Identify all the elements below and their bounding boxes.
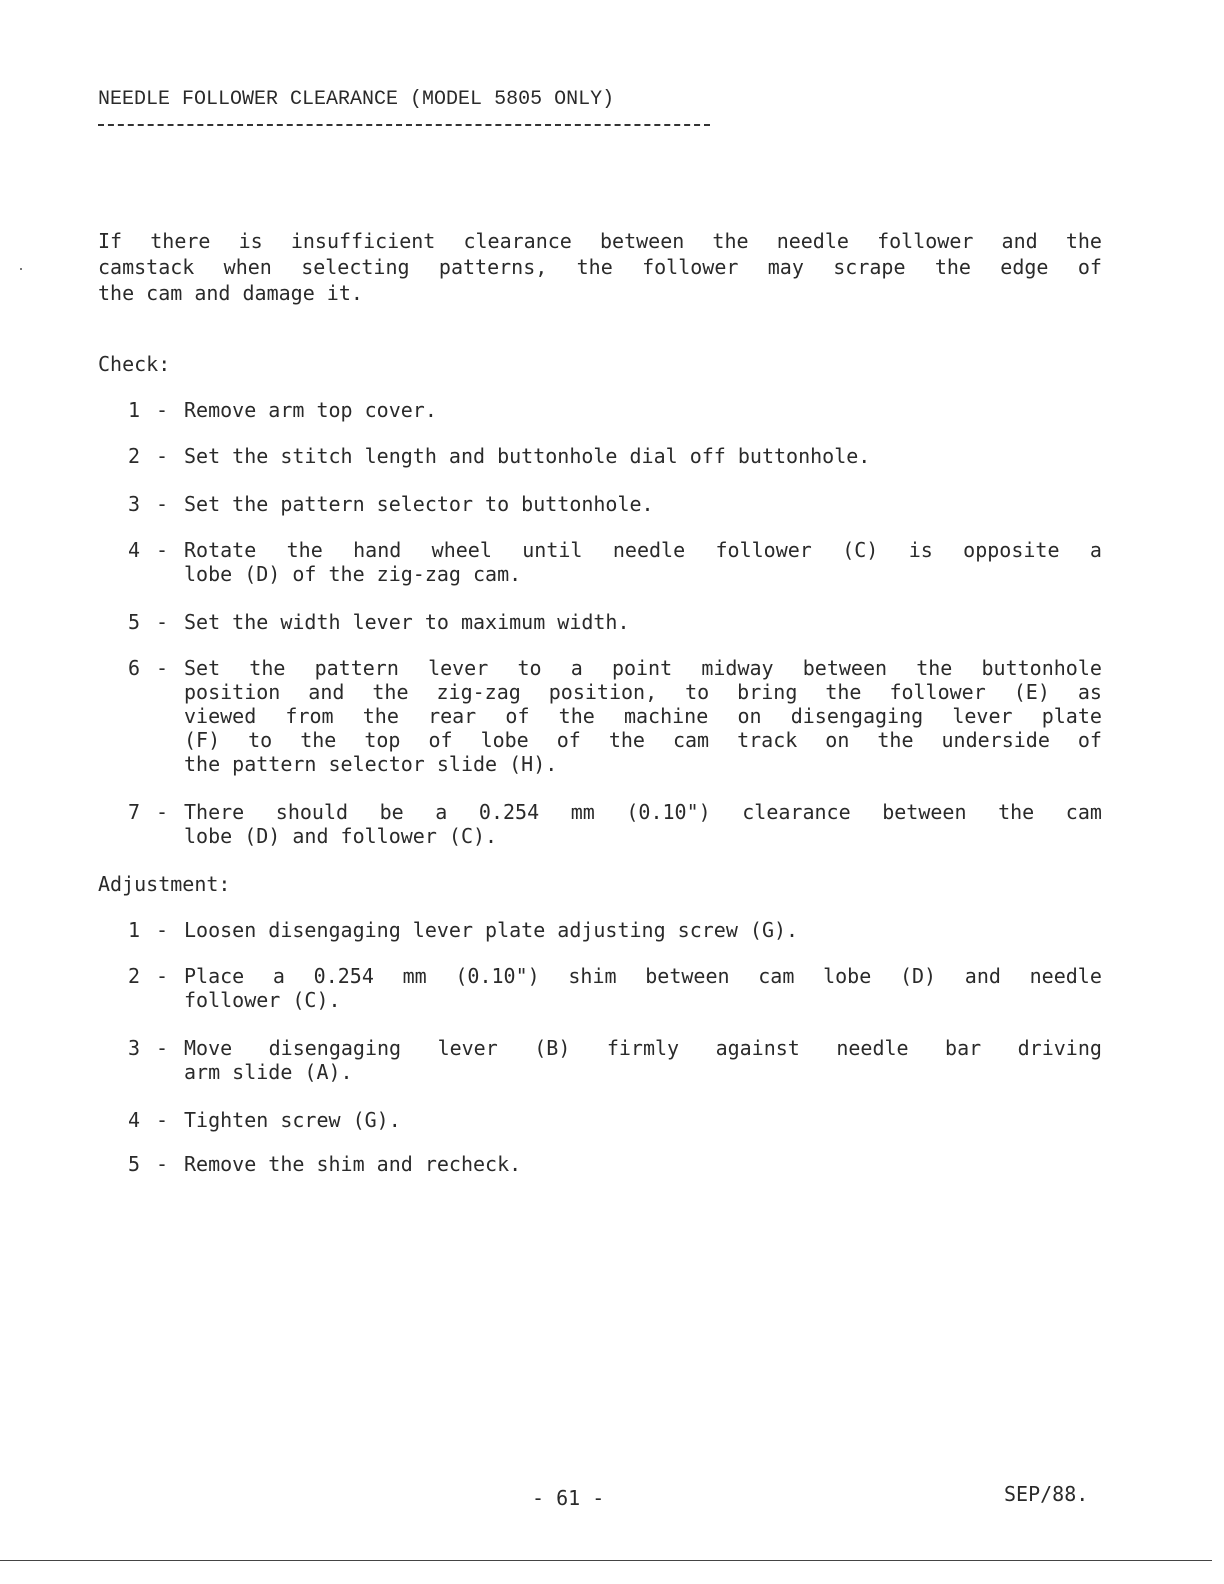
word: needle — [612, 538, 686, 562]
word: mm — [402, 964, 427, 988]
step-dash: - — [156, 964, 169, 988]
word: there — [150, 229, 211, 253]
word: the — [249, 656, 286, 680]
step-text — [184, 398, 1102, 422]
word: a — [435, 800, 448, 824]
word: is — [908, 538, 933, 562]
revision-date: SEP/88. — [1004, 1482, 1089, 1506]
word: bar — [945, 1036, 982, 1060]
word: the — [300, 728, 337, 752]
word: edge — [1000, 255, 1049, 279]
step-line: Set the stitch length and buttonhole dial off buttonhole. — [184, 444, 871, 468]
step-line — [184, 704, 1102, 728]
check-step — [128, 398, 1102, 422]
step-line: Remove the shim and recheck. — [184, 1152, 522, 1176]
word: between — [882, 800, 967, 824]
word: point — [611, 656, 673, 680]
step-dash: - — [156, 398, 169, 422]
word: a — [1089, 538, 1102, 562]
step-line: lobe (D) and follower (C). — [184, 824, 498, 848]
word: the — [825, 680, 862, 704]
step-text — [184, 610, 1102, 634]
word: Rotate — [184, 538, 257, 562]
word: follower — [642, 255, 739, 279]
step-number: 1 — [128, 398, 141, 422]
word: underside — [941, 728, 1050, 752]
word: follower — [877, 229, 974, 253]
word: on — [737, 704, 762, 728]
step-dash: - — [156, 492, 169, 516]
title-underline — [98, 124, 710, 126]
word: patterns, — [438, 255, 548, 279]
step-dash: - — [156, 610, 169, 634]
word: cam — [758, 964, 795, 988]
word: disengaging — [268, 1036, 402, 1060]
word: plate — [1041, 704, 1102, 728]
step-line — [184, 680, 1102, 704]
step-dash: - — [156, 656, 169, 680]
word: and — [964, 964, 1001, 988]
check-step — [128, 444, 1102, 468]
word: the — [998, 800, 1035, 824]
word: position, — [548, 680, 658, 704]
step-text — [184, 800, 1102, 848]
word: top — [364, 728, 401, 752]
word: lever — [428, 656, 489, 680]
check-step — [128, 656, 1102, 776]
step-line: arm slide (A). — [184, 1060, 353, 1084]
word: may — [767, 255, 804, 279]
step-number: 6 — [128, 656, 141, 680]
step-dash: - — [156, 918, 169, 942]
word: If — [98, 229, 123, 253]
word: to — [685, 680, 710, 704]
word: and — [1001, 229, 1038, 253]
word: needle — [1029, 964, 1102, 988]
step-text — [184, 918, 1102, 942]
word: to — [248, 728, 273, 752]
word: clearance — [742, 800, 851, 824]
word: disengaging — [790, 704, 924, 728]
word: the — [286, 538, 323, 562]
word: Place — [184, 964, 245, 988]
step-line — [184, 538, 1102, 562]
word: on — [825, 728, 850, 752]
word: follower — [715, 538, 812, 562]
word: rear — [428, 704, 477, 728]
step-text — [184, 444, 1102, 468]
check-step — [128, 610, 1102, 634]
word: (D) — [899, 964, 937, 988]
word: position — [184, 680, 281, 704]
scan-speck — [20, 268, 22, 270]
intro-paragraph — [98, 228, 1102, 306]
word: wheel — [431, 538, 492, 562]
word: needle — [776, 229, 849, 253]
adjustment-step — [128, 1036, 1102, 1084]
word: lobe — [480, 728, 529, 752]
word: Set — [184, 656, 221, 680]
step-dash: - — [156, 800, 169, 824]
word: between — [802, 656, 888, 680]
step-dash: - — [156, 444, 169, 468]
word: the — [372, 680, 409, 704]
check-step — [128, 538, 1102, 586]
word: track — [737, 728, 798, 752]
step-line: lobe (D) of the zig-zag cam. — [184, 562, 522, 586]
word: when — [223, 255, 272, 279]
word: pattern — [314, 656, 399, 680]
word: insufficient — [290, 229, 436, 253]
step-line: Set the pattern selector to buttonhole. — [184, 492, 654, 516]
step-line — [184, 728, 1102, 752]
step-number: 1 — [128, 918, 141, 942]
step-text — [184, 1152, 1102, 1176]
word: lever — [952, 704, 1013, 728]
adjustment-step — [128, 964, 1102, 1012]
word: and — [308, 680, 345, 704]
word: the — [362, 704, 399, 728]
word: the — [877, 728, 914, 752]
word: scrape — [833, 255, 906, 279]
word: against — [715, 1036, 800, 1060]
step-line: the pattern selector slide (H). — [184, 752, 558, 776]
word: from — [285, 704, 334, 728]
word: viewed — [184, 704, 257, 728]
word: to — [517, 656, 542, 680]
word: selecting — [301, 255, 410, 279]
word: of — [428, 728, 453, 752]
word: There — [184, 800, 245, 824]
word: clearance — [463, 229, 572, 253]
word: 0.254 — [478, 800, 540, 824]
word: cam — [672, 728, 710, 752]
step-line — [184, 800, 1102, 824]
adjustment-heading: Adjustment: — [98, 872, 231, 896]
word: opposite — [963, 538, 1060, 562]
word: the — [916, 656, 953, 680]
step-text — [184, 1108, 1102, 1132]
word: between — [599, 229, 685, 253]
check-step — [128, 800, 1102, 848]
word: hand — [353, 538, 402, 562]
word: firmly — [606, 1036, 680, 1060]
step-line — [184, 964, 1102, 988]
step-number: 2 — [128, 444, 141, 468]
intro-line — [98, 254, 1102, 280]
word: midway — [701, 656, 774, 680]
step-dash: - — [156, 1152, 169, 1176]
step-dash: - — [156, 538, 169, 562]
word: zig-zag — [436, 680, 521, 704]
word: shim — [568, 964, 617, 988]
word: of — [505, 704, 530, 728]
word: the — [1065, 229, 1102, 253]
adjustment-step — [128, 1152, 1102, 1176]
word: machine — [623, 704, 709, 728]
word: (B) — [534, 1036, 571, 1060]
word: be — [379, 800, 404, 824]
word: of — [556, 728, 581, 752]
step-dash: - — [156, 1108, 169, 1132]
step-text — [184, 656, 1102, 776]
word: buttonhole — [981, 656, 1102, 680]
word: is — [238, 229, 263, 253]
adjustment-step — [128, 1108, 1102, 1132]
step-number: 7 — [128, 800, 141, 824]
footer-rule — [0, 1560, 1212, 1561]
step-number: 2 — [128, 964, 141, 988]
page-number: - 61 - — [532, 1486, 605, 1510]
word: cam — [1065, 800, 1102, 824]
word: lever — [437, 1036, 498, 1060]
word: 0.254 — [313, 964, 374, 988]
step-line: Remove arm top cover. — [184, 398, 437, 422]
step-line — [184, 1036, 1102, 1060]
word: the — [712, 229, 749, 253]
word: follower — [889, 680, 986, 704]
word: the — [934, 255, 971, 279]
step-text — [184, 1036, 1102, 1084]
word: needle — [836, 1036, 909, 1060]
word: Move — [184, 1036, 233, 1060]
check-heading: Check: — [98, 352, 171, 376]
intro-line — [98, 228, 1102, 254]
step-number: 4 — [128, 1108, 141, 1132]
word: until — [522, 538, 583, 562]
word: a — [272, 964, 285, 988]
word: mm — [570, 800, 595, 824]
step-line: Tighten screw (G). — [184, 1108, 401, 1132]
step-line: Loosen disengaging lever plate adjusting screw (G). — [184, 918, 799, 942]
step-number: 3 — [128, 1036, 141, 1060]
word: (0.10") — [626, 800, 711, 824]
word: the — [558, 704, 595, 728]
step-line — [184, 656, 1102, 680]
word: (0.10") — [455, 964, 540, 988]
word: between — [645, 964, 730, 988]
intro-line: the cam and damage it. — [98, 281, 363, 305]
word: the — [576, 255, 613, 279]
step-line: Set the width lever to maximum width. — [184, 610, 630, 634]
adjustment-step — [128, 918, 1102, 942]
word: the — [608, 728, 645, 752]
word: of — [1077, 255, 1102, 279]
word: lobe — [823, 964, 872, 988]
word: bring — [737, 680, 798, 704]
word: (F) — [184, 728, 221, 752]
step-line: follower (C). — [184, 988, 341, 1012]
step-number: 3 — [128, 492, 141, 516]
step-number: 5 — [128, 1152, 141, 1176]
word: a — [570, 656, 583, 680]
page-title: NEEDLE FOLLOWER CLEARANCE (MODEL 5805 ONLY) — [98, 88, 615, 111]
word: of — [1077, 728, 1102, 752]
step-number: 4 — [128, 538, 141, 562]
step-text — [184, 492, 1102, 516]
step-number: 5 — [128, 610, 141, 634]
word: should — [275, 800, 349, 824]
word: camstack — [98, 255, 195, 279]
word: (C) — [842, 538, 879, 562]
step-text — [184, 964, 1102, 1012]
word: (E) — [1013, 680, 1050, 704]
word: as — [1077, 680, 1102, 704]
word: driving — [1017, 1036, 1102, 1060]
step-dash: - — [156, 1036, 169, 1060]
step-text — [184, 538, 1102, 586]
check-step — [128, 492, 1102, 516]
